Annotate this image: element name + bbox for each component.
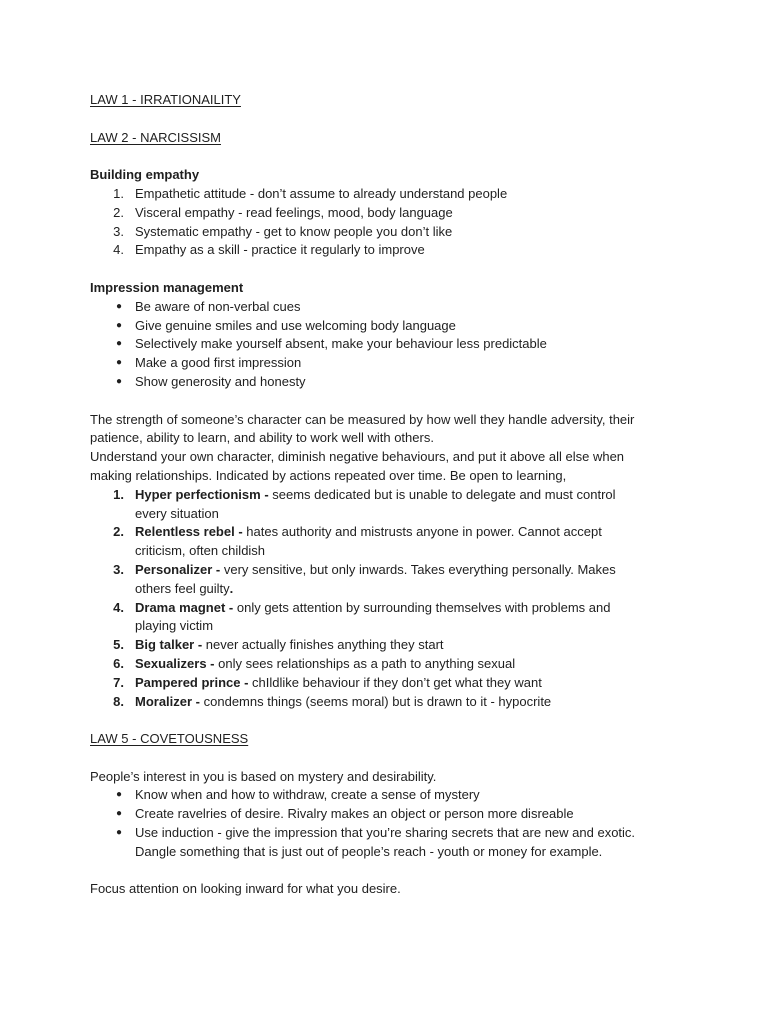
character-paragraph-line: making relationships. Indicated by actions repeated over time. Be open to learning, — [90, 467, 567, 483]
impression-management-list — [90, 298, 690, 392]
list-item: 4. Drama magnet - only gets attention by surrounding themselves with problems and playing victim — [113, 599, 611, 634]
list-item: 3. Systematic empathy - get to know people you don’t like — [113, 223, 453, 239]
list-item: 1. Empathetic attitude - don’t assume to already understand people — [113, 185, 508, 201]
bullet-icon: ● — [115, 300, 123, 312]
covetousness-intro: People’s interest in you is based on mystery and desirability. — [90, 768, 437, 784]
list-item: ● Use induction - give the impression that you’re sharing secrets that are new and exotic. Dangle something that is just out of people’s reach - youth or money for example. — [115, 825, 636, 859]
list-item: ● Be aware of non-verbal cues — [90, 298, 690, 317]
list-item: 4. Empathy as a skill - practice it regularly to improve — [113, 242, 425, 258]
list-item: 2. Visceral empathy - read feelings, mood, body language — [113, 204, 453, 220]
list-item: ● Know when and how to withdraw, create a sense of mystery — [90, 786, 690, 805]
list-item: 2. Relentless rebel - hates authority and mistrusts anyone in power. Cannot accept criticism, often childish — [113, 524, 602, 559]
bullet-icon: ● — [115, 827, 123, 839]
building-empathy-list — [90, 185, 690, 260]
list-item: ● Show generosity and honesty — [90, 373, 690, 392]
character-paragraph-line: The strength of someone’s character can be measured by how well they handle adversity, their — [90, 411, 635, 427]
list-item: 7. Pampered prince - chIldlike behaviour if they don’t get what they want — [113, 674, 542, 690]
bullet-icon: ● — [115, 808, 123, 820]
list-item: 3. Personalizer - very sensitive, but only inwards. Takes everything personally. Makes others feel guilty. — [113, 561, 616, 596]
list-item: ● Give genuine smiles and use welcoming body language — [90, 317, 690, 336]
law5-heading[interactable]: LAW 5 - COVETOUSNESS — [90, 731, 249, 747]
covetousness-list — [90, 786, 690, 861]
list-item: 5. Big talker - never actually finishes anything they start — [113, 637, 444, 653]
list-item: ● Create ravelries of desire. Rivalry makes an object or person more disreable — [90, 805, 690, 824]
bullet-icon: ● — [115, 319, 123, 331]
bullet-icon: ● — [115, 789, 123, 801]
covetousness-closing: Focus attention on looking inward for what you desire. — [90, 881, 401, 897]
list-item: 1. Hyper perfectionism - seems dedicated but is unable to delegate and must control every situation — [113, 486, 616, 521]
law1-heading[interactable]: LAW 1 - IRRATIONAILITY — [90, 92, 241, 107]
list-item: ● Make a good first impression — [90, 354, 690, 373]
building-empathy-heading: Building empathy — [90, 167, 200, 183]
character-paragraph-line: patience, ability to learn, and ability to work well with others. — [90, 430, 434, 446]
list-item: 8. Moralizer - condemns things (seems moral) but is drawn to it - hypocrite — [113, 693, 552, 709]
character-paragraph-line: Understand your own character, diminish negative behaviours, and put it above all else when — [90, 449, 625, 465]
law2-heading[interactable]: LAW 2 - NARCISSISM — [90, 129, 221, 145]
list-item: ● Selectively make yourself absent, make your behaviour less predictable — [90, 335, 690, 354]
bullet-icon: ● — [115, 375, 123, 387]
impression-management-heading: Impression management — [90, 279, 244, 295]
character-types-list — [90, 486, 690, 712]
document-page — [90, 91, 690, 899]
list-item: 6. Sexualizers - only sees relationships as a path to anything sexual — [113, 655, 516, 671]
bullet-icon: ● — [115, 338, 123, 350]
bullet-icon: ● — [115, 357, 123, 369]
